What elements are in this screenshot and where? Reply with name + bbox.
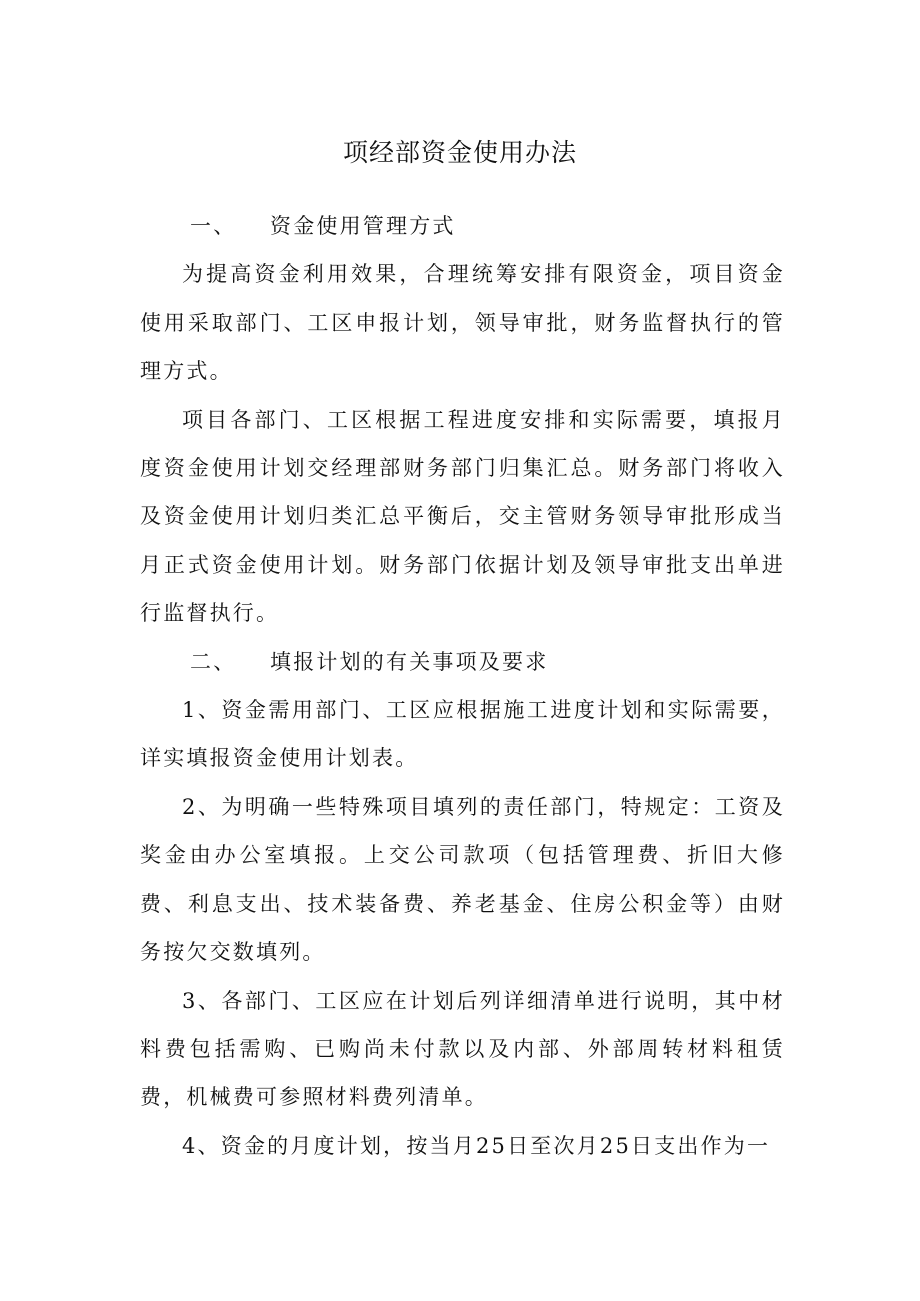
section-title-1: 资金使用管理方式	[270, 214, 456, 238]
section-heading-2	[140, 638, 785, 686]
section-number-2: 二、	[190, 649, 237, 674]
paragraph: 项目各部门、工区根据工程进度安排和实际需要，填报月度资金使用计划交经理部财务部门归集汇总。财务部门将收入及资金使用计划归类汇总平衡后，交主管财务领导审批形成当月正式资金使用计划。财务部门依据计划及领导审批支出单进行监督执行。	[140, 407, 785, 626]
paragraph: 为提高资金利用效果，合理统筹安排有限资金，项目资金使用采取部门、工区申报计划，领导审批，财务监督执行的管理方式。	[140, 262, 785, 384]
document-title: 项经部资金使用办法	[342, 138, 577, 167]
list-item: 4、资金的月度计划，按当月25日至次月25日支出作为一	[182, 1133, 771, 1158]
list-item: 1、资金需用部门、工区应根据施工进度计划和实际需要，详实填报资金使用计划表。	[140, 698, 785, 771]
list-item: 3、各部门、工区应在计划后列详细清单进行说明，其中材料费包括需购、已购尚未付款以及内部、外部周转材料租赁费，机械费可参照材料费列清单。	[140, 988, 785, 1110]
section-number-1: 一、	[190, 214, 237, 238]
list-item: 2、为明确一些特殊项目填列的责任部门，特规定：工资及奖金由办公室填报。上交公司款项（包括管理费、折旧大修费、利息支出、技术装备费、养老基金、住房公积金等）由财务按欠交数填列。	[140, 794, 785, 965]
document-body	[140, 202, 785, 1170]
section-title-2: 填报计划的有关事项及要求	[270, 649, 549, 674]
section-heading-1	[140, 202, 785, 250]
